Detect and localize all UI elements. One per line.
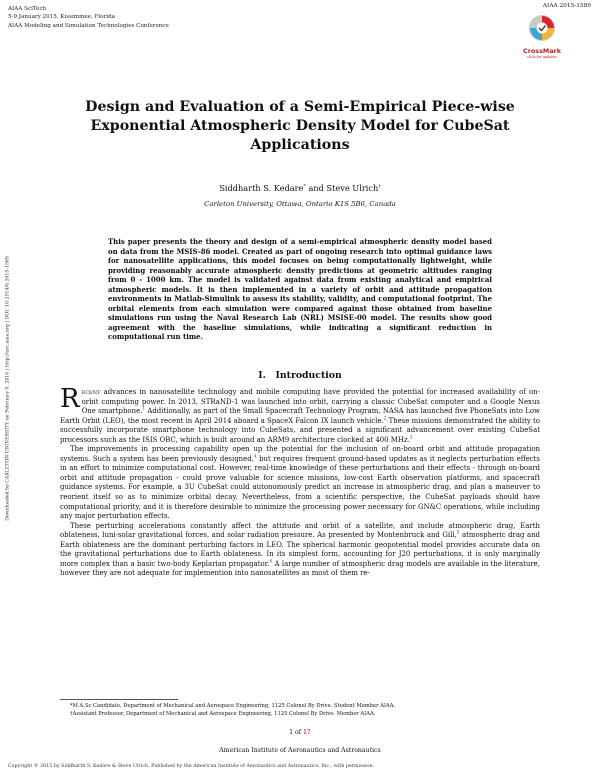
conference-line: 5-9 January 2015, Kissimmee, Florida <box>8 14 116 21</box>
publisher-footer: American Institute of Aeronautics and Astronautics <box>219 747 381 754</box>
section-heading <box>60 370 540 381</box>
drop-cap: R <box>60 384 80 414</box>
author-name: Siddharth S. Kedare <box>219 183 304 193</box>
small-caps-word: ecent <box>81 388 101 396</box>
crossmark-label: CrossMark <box>523 47 561 55</box>
author-mark: † <box>378 183 381 190</box>
citation-link[interactable]: 6 <box>269 558 273 564</box>
conference-line: AIAA SciTech <box>8 6 47 12</box>
page-number <box>60 729 540 736</box>
section-title: Introduction <box>275 370 342 381</box>
citation-link[interactable]: 2 <box>383 415 387 421</box>
text-run: The improvements in processing capability open up the potential for the inclusion of on-board orbit and attitude propagation systems. Such a system has been previously designed, <box>60 445 540 463</box>
footnotes <box>70 703 540 718</box>
crossmark-badge[interactable] <box>520 14 564 66</box>
text-run: but requires frequent ground-based updates as it neglects perturbation effects in an effort to minimize computational cost. However, real-time knowledge of these perturbations and their effects - through on-board orbit and attitude propagation - could prove valuable for science missions, low-cost Earth observation platforms, and spacecraft guidance systems. For example, a 3U CubeSat could autonomously predict an increase in atmospheric drag, and plan a maneuver to reorient itself so as to minimize orbital decay. Nevertheless, from a scientific perspective, the CubeSat payloads should have computational priority, and it is therefore desirable to minimize the processing power necessary for GN&C operations, while including any major perturbation effects. <box>60 454 540 521</box>
conference-info <box>8 5 169 30</box>
text-run: These missions demonstrated the ability to successfully incorporate smartphone technology into CubeSats, and presented a significant advancement over existing CubeSat processors such as the ISIS OBC, which is built around an ARM9 architecture clocked at 400 MHz. <box>60 416 540 444</box>
citation-link[interactable]: 3 <box>409 434 413 440</box>
author-conjunction: and <box>308 183 324 193</box>
footnote-rule <box>60 699 178 700</box>
citation-link[interactable]: 5 <box>456 529 460 535</box>
crossmark-sub: click for updates <box>527 55 557 59</box>
text-run: These perturbing accelerations constantly affect the attitude and orbit of a satellite, and include atmospheric drag, Earth oblateness, luni-solar gravitational forces, and solar radiation pressure. As presented by Montenbruck and Gill, <box>60 521 540 540</box>
body-text <box>60 384 541 579</box>
text-run: A large number of atmospheric drag models are available in the literature, however they are not adequate for implemention into nanosatellites as most of them re- <box>60 559 540 578</box>
document-id: AIAA 2015-1589 <box>542 3 591 9</box>
conference-line: AIAA Modeling and Simulation Technologies Conference <box>8 22 169 29</box>
paragraph <box>60 522 540 579</box>
paper-title: Design and Evaluation of a Semi-Empirical Piece-wise Exponential Atmospheric Density Model for CubeSat Applications <box>85 99 515 153</box>
paragraph <box>60 384 540 445</box>
footnote: †Assistant Professor, Department of Mechanical and Aerospace Engineering, 1125 Colonel By Drive. Member AIAA. <box>70 710 376 717</box>
copyright-line: Copyright © 2015 by Siddharth S. Kedare & Steve Ulrich. Published by the American Institute of Aeronautics and Astronautics, Inc., with permission. <box>8 764 375 769</box>
section-number: I. <box>258 370 266 381</box>
footnote: *M.A.Sc Candidate, Department of Mechanical and Aerospace Engineering, 1125 Colonel By Drive. Student Member AIAA. <box>70 703 396 709</box>
citation-link[interactable]: 1 <box>142 405 146 411</box>
author-name: Steve Ulrich <box>326 183 379 193</box>
citation-link[interactable]: 4 <box>253 453 257 459</box>
affiliation: Carleton University, Ottawa, Ontario K1S 5B6, Canada <box>204 200 396 208</box>
paragraph <box>60 445 540 521</box>
author-line <box>60 183 540 193</box>
page-current: 1 <box>289 729 294 736</box>
page-total-link[interactable]: 17 <box>303 729 311 736</box>
text-run: atmospheric drag and Earth oblateness are the dominant perturbing factors in LEO. The spherical harmonic geopotential model provides accurate data on the gravitational perturbations due to Earth oblateness. In its simplest form, accounting for J20 perturbations, it is only marginally more complex than a basic two-body Keplarian propagator. <box>60 531 541 568</box>
download-sidebar: Downloaded by CARLETON UNIVERSITY on February 9, 2016 | http://arc.aiaa.org | DOI: 10.2514/6.2015-1589 <box>5 256 11 521</box>
abstract: This paper presents the theory and design of a semi-empirical atmospheric density model based on data from the MSIS-86 model. Created as part of ongoing research into optimal guidance laws for nanosatellite applications, this model focuses on being computationally lightweight, while providing reasonably accurate atmospheric density predictions at geometric altitudes ranging from 0 - 1000 km. The model is validated against data from existing analytical and empirical atmospheric models. It is then implemented in a variety of orbit and attitude propagation environments in Matlab-Simulink to assess its stability, validity, and computational footprint. The orbital elements from each simulation were compared against those obtained from baseline simulations run using the Naval Research Lab (NRL) MSISE-00 model. The results show good agreement with the baseline simulations, while indicating a significant reduction in computational run time. <box>108 237 492 342</box>
text-run: advances in nanosatellite technology and mobile computing have provided the potential for increased availability of on-orbit computing power. In 2013, STRaND-1 was launched into orbit, carrying a classic CubeSat computer and a Google Nexus One smartphone. <box>81 388 540 416</box>
crossmark-icon <box>528 14 556 42</box>
page-of: of <box>295 729 302 736</box>
author-mark: * <box>303 183 306 190</box>
text-run: Additionally, as part of the Small Spacecraft Technology Program, NASA has launched five PhoneSats into Low Earth Orbit (LEO), the most recent in April 2014 aboard a SpaceX Falcon IX launch vehicle. <box>60 407 540 425</box>
